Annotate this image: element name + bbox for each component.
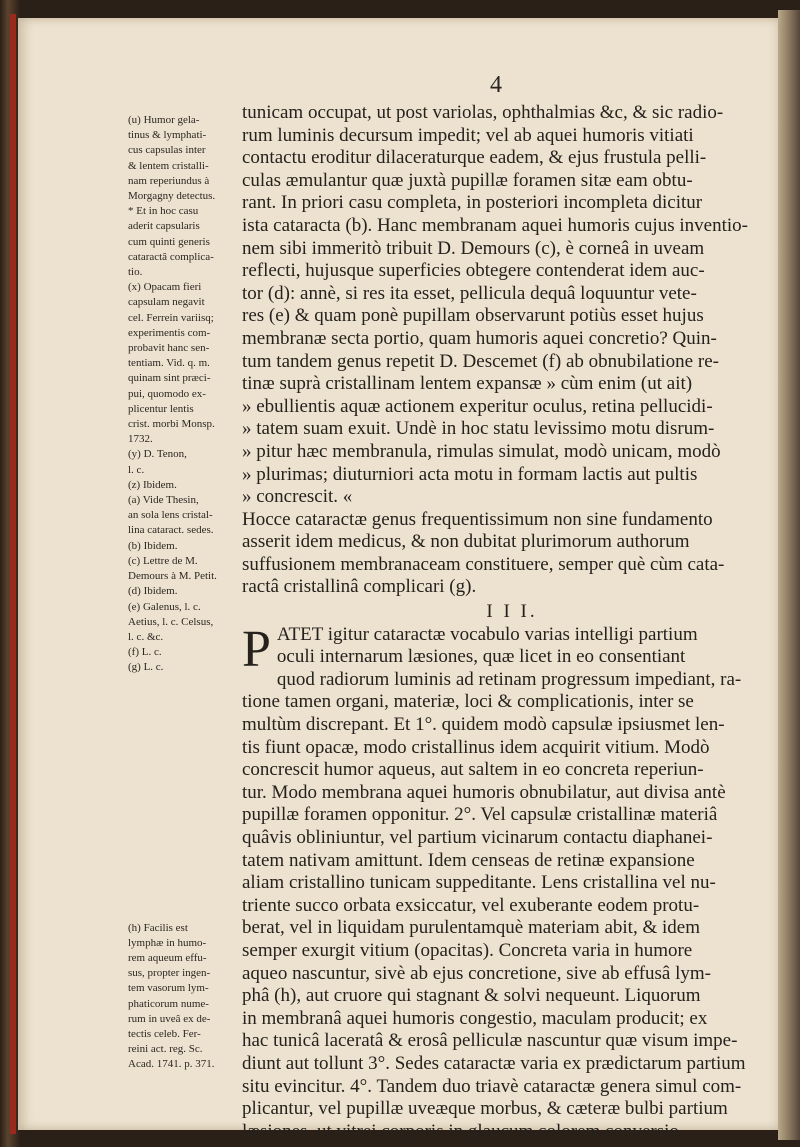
margin-notes bbox=[128, 113, 244, 1073]
margin-notes-bottom bbox=[128, 921, 244, 1073]
text-line: contactu eroditur dilaceraturque eadem, & ejus frustula pelli- bbox=[242, 147, 707, 169]
text-line: culas æmulantur quæ juxtà pupillæ foramen sitæ eam obtu- bbox=[242, 169, 693, 191]
text-line: aliam cristallino tunicam suppeditante. Lens cristallina vel nu- bbox=[242, 872, 716, 894]
text-line: » concrescit. « bbox=[242, 486, 353, 508]
book-page bbox=[18, 18, 780, 1142]
margin-note-line: lina cataract. sedes. bbox=[128, 524, 214, 537]
margin-note-line: (b) Ibidem. bbox=[128, 539, 178, 552]
margin-note-line: l. c. bbox=[128, 463, 145, 476]
main-text-part-1 bbox=[242, 102, 782, 599]
margin-note-line: cus capsulas inter bbox=[128, 144, 206, 157]
margin-note-line: cel. Ferrein variisq; bbox=[128, 311, 214, 324]
margin-note-line: capsulam negavit bbox=[128, 296, 205, 309]
margin-note-line: cataractâ complica- bbox=[128, 250, 214, 263]
text-line: Hocce cataractæ genus frequentissimum non sine fundamento bbox=[242, 508, 713, 530]
text-line: phâ (h), aut cruore qui stagnant & solvi nequeunt. Liquorum bbox=[242, 985, 701, 1007]
margin-notes-gap bbox=[128, 676, 244, 921]
text-line: ractâ cristallinâ complicari (g). bbox=[242, 576, 477, 598]
margin-note-line: 1732. bbox=[128, 433, 153, 446]
text-line: rant. In priori casu completa, in posteriori incompleta dicitur bbox=[242, 192, 703, 214]
main-text-part-2 bbox=[242, 620, 782, 1144]
text-line: nem sibi immeritò tribuit D. Demours (c), è corneâ in uveam bbox=[242, 237, 705, 259]
text-line: tis fiunt opacæ, modo cristallinus idem acquirit vitium. Modò bbox=[242, 736, 710, 758]
margin-note-line: rum in uveâ ex de- bbox=[128, 1012, 211, 1025]
margin-note-line: pui, quomodo ex- bbox=[128, 387, 206, 400]
margin-note-line: Morgagny detectus. bbox=[128, 190, 216, 203]
text-line: situ evincitur. 4°. Tandem duo triavè cataractæ genera simul com- bbox=[242, 1075, 742, 1097]
margin-note-line: rem aqueum effu- bbox=[128, 951, 207, 964]
text-line: tum tandem genus repetit D. Descemet (f) ab obnubilatione re- bbox=[242, 350, 719, 372]
text-line: tione tamen organi, materiæ, loci & complicationis, inter se bbox=[242, 691, 694, 713]
margin-note-line: tectis celeb. Fer- bbox=[128, 1027, 201, 1040]
text-line: diunt aut tollunt 3°. Sedes cataractæ varia ex prædictarum partium bbox=[242, 1052, 746, 1074]
main-text bbox=[242, 102, 782, 1143]
text-line: tunicam occupat, ut post variolas, ophthalmias &c, & sic radio- bbox=[242, 102, 724, 123]
margin-note-line: (u) Humor gela- bbox=[128, 114, 200, 126]
margin-note-line: (f) L. c. bbox=[128, 646, 162, 659]
margin-note-line: (e) Galenus, l. c. bbox=[128, 600, 201, 613]
text-line: in membranâ aquei humoris congestio, maculam producit; ex bbox=[242, 1007, 708, 1029]
margin-note-line: lymphæ in humo- bbox=[128, 936, 207, 949]
margin-note-line: (x) Opacam fieri bbox=[128, 281, 202, 294]
text-line: reflecti, hujusque superficies obtegere contenderat idem auc- bbox=[242, 260, 705, 282]
text-line: » pitur hæc membranula, rimulas simulat, modò unicam, modò bbox=[242, 440, 721, 462]
text-line: quâvis obliniuntur, vel partium vicinarum contactu diaphanei- bbox=[242, 827, 713, 848]
margin-notes-top bbox=[128, 113, 244, 676]
margin-note-line: (g) L. c. bbox=[128, 661, 164, 674]
drop-cap: P bbox=[242, 620, 271, 678]
margin-note-line: aderit capsularis bbox=[128, 220, 200, 233]
text-line: plicantur, vel pupillæ uveæque morbus, & cæteræ bulbi partium bbox=[242, 1098, 728, 1120]
text-line: læsiones, ut vitrei corporis in glaucum colorem conversio, bbox=[242, 1120, 684, 1142]
text-line: » ebullientis aquæ actionem experitur oculus, retina pellucidi- bbox=[242, 395, 713, 417]
text-line: triente succo orbata exsiccatur, vel exuberante eodem protu- bbox=[242, 894, 700, 916]
text-line: tur. Modo membrana aquei humoris obnubilatur, aut divisa antè bbox=[242, 781, 726, 803]
main-text-part-2-lines bbox=[242, 620, 782, 1144]
margin-note-line: probavit hanc sen- bbox=[128, 342, 210, 355]
margin-note-line: an sola lens cristal- bbox=[128, 509, 213, 522]
text-line: tatem nativam amittunt. Idem censeas de retinæ expansione bbox=[242, 849, 695, 871]
page-stack-edge bbox=[778, 10, 800, 1140]
margin-note-line: (c) Lettre de M. bbox=[128, 554, 198, 567]
margin-note-line: cum quinti generis bbox=[128, 235, 210, 248]
text-line: res (e) & quam ponè pupillam observarunt potiùs esset hujus bbox=[242, 305, 704, 327]
margin-note-line: crist. morbi Monsp. bbox=[128, 418, 215, 431]
section-heading: I I I. bbox=[486, 601, 538, 623]
text-line: tinæ suprà cristallinam lentem expansæ » cùm enim (ut ait) bbox=[242, 373, 693, 395]
margin-note-line: tentiam. Vid. q. m. bbox=[128, 357, 210, 370]
margin-note-line: (y) D. Tenon, bbox=[128, 448, 187, 461]
text-line: oculi internarum læsiones, quæ licet in eo consentiant bbox=[276, 646, 686, 668]
margin-note-line: (z) Ibidem. bbox=[128, 478, 177, 491]
text-line: aqueo nascuntur, sivè ab ejus concretione, sive ab effusâ lym- bbox=[242, 962, 711, 984]
text-line: membranæ secta portio, quam humoris aquei concretio? Quin- bbox=[242, 327, 717, 349]
margin-note-line: quinam sint præci- bbox=[128, 372, 211, 385]
margin-note-line: tio. bbox=[128, 266, 143, 279]
margin-note-line: Demours à M. Petit. bbox=[128, 570, 217, 583]
margin-note-line: (a) Vide Thesin, bbox=[128, 494, 199, 507]
margin-note-line: sus, propter ingen- bbox=[128, 967, 211, 980]
book-spine-edge bbox=[10, 14, 16, 1134]
text-line: ista cataracta (b). Hanc membranam aquei humoris cujus inventio- bbox=[242, 214, 748, 236]
margin-note-line: phaticorum nume- bbox=[128, 997, 209, 1010]
text-line: asserit idem medicus, & non dubitat plurimorum authorum bbox=[242, 531, 690, 553]
text-line: hac tunicâ laceratâ & erosâ pelliculæ nascuntur quæ visum impe- bbox=[242, 1030, 738, 1052]
margin-note-line: experimentis com- bbox=[128, 326, 211, 339]
text-line: semper exurgit vitium (opacitas). Concreta varia in humore bbox=[242, 939, 693, 961]
text-line: multùm discrepant. Et 1°. quidem modò capsulæ ipsiusmet len- bbox=[242, 714, 725, 736]
text-line: » tatem suam exuit. Undè in hoc statu levissimo motu disrum- bbox=[242, 418, 715, 440]
text-line: concrescit humor aqueus, aut saltem in eo concreta reperiun- bbox=[242, 759, 704, 781]
margin-note-line: * Et in hoc casu bbox=[128, 205, 199, 218]
text-line: quod radiorum luminis ad retinam progressum impediant, ra- bbox=[276, 668, 742, 690]
text-line: ATET igitur cataractæ vocabulo varias intelligi partium bbox=[276, 623, 698, 645]
page-number: 4 bbox=[490, 72, 502, 98]
text-line: tor (d): annè, si res ita esset, pellicula dequâ loquuntur vete- bbox=[242, 282, 697, 304]
margin-note-line: & lentem cristalli- bbox=[128, 159, 209, 172]
margin-note-line: (d) Ibidem. bbox=[128, 585, 178, 598]
text-line: berat, vel in liquidam purulentamquè materiam abit, & idem bbox=[242, 917, 700, 939]
margin-note-line: Aetius, l. c. Celsus, bbox=[128, 615, 214, 628]
margin-note-line: reini act. reg. Sc. bbox=[128, 1043, 203, 1056]
text-line: suffusionem membranaceam constituere, semper què cùm cata- bbox=[242, 553, 725, 575]
text-line: pupillæ foramen opponitur. 2°. Vel capsulæ cristallinæ materiâ bbox=[242, 804, 718, 826]
margin-note-line: plicentur lentis bbox=[128, 402, 194, 415]
margin-note-line: l. c. &c. bbox=[128, 630, 164, 643]
margin-note-line: Acad. 1741. p. 371. bbox=[128, 1058, 215, 1071]
text-line: » plurimas; diuturniori acta motu in formam lactis aut pultis bbox=[242, 463, 698, 485]
margin-note-line: tinus & lymphati- bbox=[128, 129, 207, 142]
text-line: rum luminis decursum impedit; vel ab aquei humoris vitiati bbox=[242, 124, 694, 146]
margin-note-line: nam reperiundus à bbox=[128, 174, 210, 187]
margin-note-line: (h) Facilis est bbox=[128, 921, 188, 934]
margin-note-line: tem vasorum lym- bbox=[128, 982, 209, 995]
